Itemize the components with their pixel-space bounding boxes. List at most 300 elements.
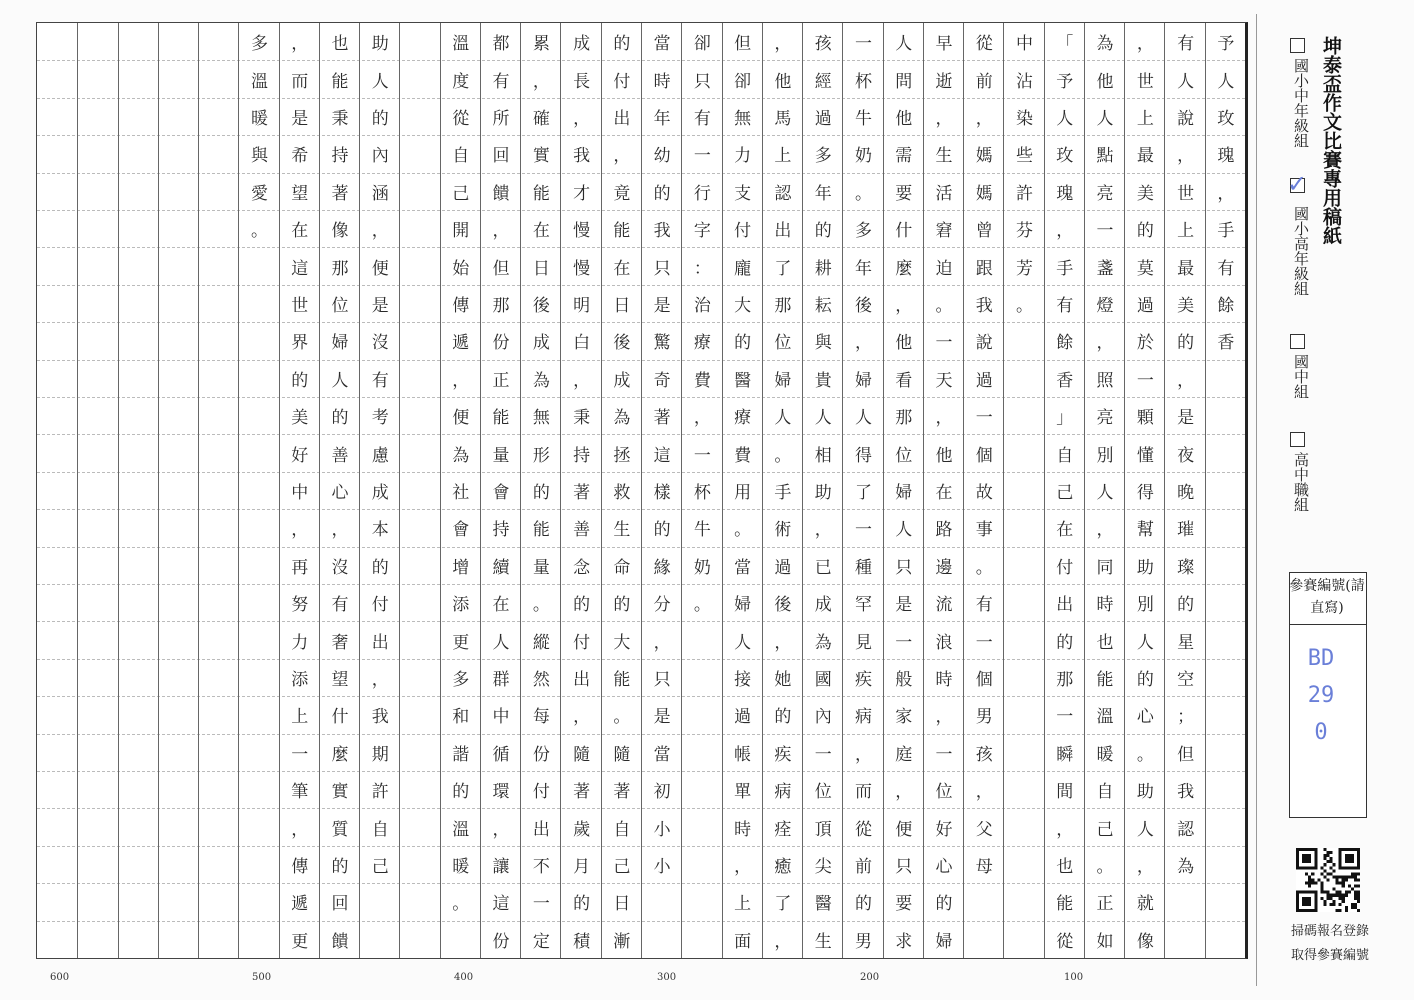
manuscript-char: 國: [814, 669, 832, 690]
manuscript-char: 的: [613, 595, 631, 616]
manuscript-char: 社: [452, 482, 470, 503]
manuscript-char: 。: [975, 557, 993, 578]
manuscript-char: 這: [492, 894, 510, 915]
manuscript-char: 。: [250, 221, 268, 242]
manuscript-char: 度: [452, 71, 470, 92]
manuscript-char: 的: [1136, 221, 1154, 242]
manuscript-char: 成: [613, 370, 631, 391]
manuscript-char: 本: [371, 520, 389, 541]
manuscript-char: 事: [975, 520, 993, 541]
manuscript-char: 當: [653, 34, 671, 55]
manuscript-char: 回: [331, 894, 349, 915]
manuscript-char: ，: [532, 71, 550, 92]
manuscript-char: 年: [653, 108, 671, 129]
manuscript-char: 問: [895, 71, 913, 92]
manuscript-char: 分: [653, 595, 671, 616]
manuscript-char: 每: [532, 707, 550, 728]
manuscript-char: ，: [492, 819, 510, 840]
manuscript-char: 己: [371, 856, 389, 877]
manuscript-char: ，: [1217, 183, 1235, 204]
manuscript-char: 什: [331, 707, 349, 728]
manuscript-char: 縱: [532, 632, 550, 653]
manuscript-char: 故: [975, 482, 993, 503]
manuscript-char: 在: [935, 482, 953, 503]
manuscript-char: 顆: [1136, 408, 1154, 429]
manuscript-char: 的: [331, 856, 349, 877]
manuscript-char: 父: [975, 819, 993, 840]
category-checkbox-senior-high[interactable]: [1290, 432, 1305, 447]
manuscript-char: 他: [895, 108, 913, 129]
manuscript-char: 的: [1177, 595, 1195, 616]
category-label-elementary-middle: 國小中年級組: [1292, 58, 1310, 148]
manuscript-char: 窘: [935, 221, 953, 242]
manuscript-char: 人: [1096, 108, 1114, 129]
manuscript-column: [762, 23, 803, 958]
manuscript-char: 會: [492, 482, 510, 503]
manuscript-char: 庭: [895, 744, 913, 765]
manuscript-char: 添: [291, 669, 309, 690]
manuscript-char: 多: [854, 221, 872, 242]
manuscript-char: 那: [1056, 669, 1074, 690]
manuscript-char: 確: [532, 108, 550, 129]
category-label-senior-high: 高中職組: [1292, 452, 1310, 512]
panel-separator: [1256, 14, 1257, 986]
manuscript-char: 是: [1177, 408, 1195, 429]
manuscript-char: 世: [1136, 71, 1154, 92]
manuscript-char: 相: [814, 445, 832, 466]
manuscript-char: 間: [1056, 782, 1074, 803]
manuscript-char: 的: [854, 894, 872, 915]
manuscript-column: [923, 23, 964, 958]
manuscript-char: 好: [935, 819, 953, 840]
manuscript-char: 沒: [331, 557, 349, 578]
manuscript-char: 心: [935, 856, 953, 877]
manuscript-char: 從: [1056, 931, 1074, 952]
manuscript-char: 家: [895, 707, 913, 728]
manuscript-char: 男: [854, 931, 872, 952]
manuscript-char: 驚: [653, 333, 671, 354]
manuscript-char: 已: [814, 557, 832, 578]
manuscript-char: 群: [492, 669, 510, 690]
manuscript-char: 日: [532, 258, 550, 279]
manuscript-char: 照: [1096, 370, 1114, 391]
manuscript-char: 出: [774, 221, 792, 242]
manuscript-char: 餘: [1217, 295, 1235, 316]
manuscript-char: 但: [492, 258, 510, 279]
manuscript-char: 如: [1096, 931, 1114, 952]
manuscript-char: 的: [452, 782, 470, 803]
manuscript-char: 是: [653, 295, 671, 316]
manuscript-char: 路: [935, 520, 953, 541]
manuscript-char: 一: [975, 632, 993, 653]
manuscript-char: ，: [613, 146, 631, 167]
manuscript-char: 大: [613, 632, 631, 653]
manuscript-char: 生: [613, 520, 631, 541]
category-checkbox-elementary-middle[interactable]: [1290, 38, 1305, 53]
manuscript-char: 念: [573, 557, 591, 578]
manuscript-column: [681, 23, 722, 958]
manuscript-char: 。: [452, 894, 470, 915]
manuscript-char: 說: [1177, 108, 1195, 129]
manuscript-char: 為: [452, 445, 470, 466]
manuscript-column: [480, 23, 521, 958]
manuscript-char: ，: [693, 408, 711, 429]
manuscript-char: 亮: [1096, 183, 1114, 204]
manuscript-char: 。: [532, 595, 550, 616]
manuscript-char: 能: [1096, 669, 1114, 690]
manuscript-char: ，: [854, 333, 872, 354]
manuscript-char: 人: [492, 632, 510, 653]
manuscript-char: 的: [935, 894, 953, 915]
manuscript-char: 定: [532, 931, 550, 952]
manuscript-char: 世: [291, 295, 309, 316]
manuscript-char: 個: [975, 445, 993, 466]
manuscript-char: 望: [291, 183, 309, 204]
manuscript-char: 能: [532, 183, 550, 204]
manuscript-column: [883, 23, 924, 958]
manuscript-char: 添: [452, 595, 470, 616]
manuscript-char: 暖: [452, 856, 470, 877]
manuscript-column: [399, 23, 440, 958]
manuscript-char: 質: [331, 819, 349, 840]
manuscript-char: 有: [331, 595, 349, 616]
manuscript-char: ，: [935, 408, 953, 429]
manuscript-char: 幫: [1136, 520, 1154, 541]
manuscript-char: 累: [532, 34, 550, 55]
manuscript-char: 人: [1096, 482, 1114, 503]
manuscript-char: 為: [532, 370, 550, 391]
manuscript-char: 這: [653, 445, 671, 466]
manuscript-char: 付: [371, 595, 389, 616]
manuscript-char: 能: [613, 221, 631, 242]
manuscript-char: 善: [573, 520, 591, 541]
manuscript-char: 的: [532, 482, 550, 503]
manuscript-char: 慢: [573, 258, 591, 279]
form-title: 坤泰盃作文比賽專用稿紙: [1320, 36, 1342, 245]
scale-label-400: 400: [454, 972, 474, 983]
manuscript-char: 麼: [331, 744, 349, 765]
manuscript-char: 耘: [814, 295, 832, 316]
manuscript-char: 需: [895, 146, 913, 167]
manuscript-char: ，: [573, 707, 591, 728]
manuscript-char: 己: [1096, 819, 1114, 840]
manuscript-char: 莫: [1136, 258, 1154, 279]
manuscript-char: 希: [291, 146, 309, 167]
manuscript-char: 別: [1096, 445, 1114, 466]
manuscript-char: 上: [734, 894, 752, 915]
manuscript-char: 後: [774, 595, 792, 616]
manuscript-char: 位: [774, 333, 792, 354]
manuscript-char: 無: [532, 408, 550, 429]
manuscript-grid: [36, 22, 1248, 959]
manuscript-char: 在: [613, 258, 631, 279]
manuscript-char: 付: [532, 782, 550, 803]
manuscript-char: 支: [734, 183, 752, 204]
manuscript-char: 行: [693, 183, 711, 204]
manuscript-char: 予: [1217, 34, 1235, 55]
manuscript-char: 這: [291, 258, 309, 279]
manuscript-char: 杯: [854, 71, 872, 92]
manuscript-char: 努: [291, 595, 309, 616]
manuscript-char: 罕: [854, 595, 872, 616]
manuscript-char: 持: [331, 146, 349, 167]
manuscript-char: 人: [1056, 108, 1074, 129]
manuscript-column: [238, 23, 279, 958]
checkmark-icon: ✓: [1287, 170, 1308, 198]
manuscript-char: 中: [291, 482, 309, 503]
register-text-line-2: 取得參賽編號: [1290, 948, 1369, 963]
manuscript-char: 盞: [1096, 258, 1114, 279]
manuscript-char: 的: [1177, 333, 1195, 354]
manuscript-char: 己: [1056, 482, 1074, 503]
manuscript-char: 有: [1056, 295, 1074, 316]
manuscript-char: 幼: [653, 146, 671, 167]
manuscript-column: [37, 23, 77, 958]
manuscript-char: 早: [935, 34, 953, 55]
manuscript-char: ，: [734, 856, 752, 877]
manuscript-char: 一: [693, 146, 711, 167]
manuscript-char: 出: [532, 819, 550, 840]
manuscript-char: 成: [532, 333, 550, 354]
manuscript-char: 的: [291, 370, 309, 391]
manuscript-char: 而: [291, 71, 309, 92]
manuscript-char: 才: [573, 183, 591, 204]
manuscript-char: 自: [1056, 445, 1074, 466]
manuscript-char: ，: [774, 931, 792, 952]
manuscript-char: 與: [814, 333, 832, 354]
manuscript-char: ，: [371, 221, 389, 242]
manuscript-char: 。: [613, 707, 631, 728]
manuscript-char: 一: [693, 445, 711, 466]
manuscript-char: 求: [895, 931, 913, 952]
manuscript-char: 美: [291, 408, 309, 429]
manuscript-char: ：: [693, 258, 711, 279]
manuscript-char: 空: [1177, 669, 1195, 690]
manuscript-char: 是: [653, 707, 671, 728]
manuscript-char: 持: [573, 445, 591, 466]
manuscript-char: 耕: [814, 258, 832, 279]
manuscript-char: 多: [814, 146, 832, 167]
manuscript-column: [722, 23, 763, 958]
manuscript-char: 許: [371, 782, 389, 803]
manuscript-char: 單: [734, 782, 752, 803]
manuscript-char: 璀: [1177, 520, 1195, 541]
manuscript-char: 也: [331, 34, 349, 55]
manuscript-char: 多: [452, 669, 470, 690]
manuscript-char: 費: [693, 370, 711, 391]
manuscript-char: 為: [814, 632, 832, 653]
manuscript-column: [77, 23, 118, 958]
manuscript-char: 有: [492, 71, 510, 92]
manuscript-char: 秉: [573, 408, 591, 429]
manuscript-char: 的: [613, 34, 631, 55]
manuscript-char: 遞: [452, 333, 470, 354]
manuscript-column: [560, 23, 601, 958]
manuscript-char: 那: [331, 258, 349, 279]
manuscript-char: 他: [895, 333, 913, 354]
manuscript-char: 饋: [331, 931, 349, 952]
manuscript-char: 的: [371, 108, 389, 129]
manuscript-char: 一: [854, 520, 872, 541]
manuscript-char: 只: [895, 557, 913, 578]
manuscript-char: 。: [1136, 744, 1154, 765]
manuscript-char: 美: [1136, 183, 1154, 204]
manuscript-char: 遞: [291, 894, 309, 915]
manuscript-char: 暖: [1096, 744, 1114, 765]
manuscript-char: 能: [492, 408, 510, 429]
manuscript-column: [279, 23, 320, 958]
manuscript-char: 的: [653, 520, 671, 541]
manuscript-char: 醫: [814, 894, 832, 915]
manuscript-char: 與: [250, 146, 268, 167]
manuscript-char: 明: [573, 295, 591, 316]
manuscript-char: 積: [573, 931, 591, 952]
category-checkbox-junior-high[interactable]: [1290, 334, 1305, 349]
manuscript-char: 人: [774, 408, 792, 429]
manuscript-char: 在: [291, 221, 309, 242]
manuscript-char: 上: [1177, 221, 1195, 242]
manuscript-char: 讓: [492, 856, 510, 877]
manuscript-char: 份: [492, 931, 510, 952]
manuscript-char: 認: [1177, 819, 1195, 840]
manuscript-char: 日: [613, 295, 631, 316]
manuscript-char: 諧: [452, 744, 470, 765]
manuscript-char: 小: [653, 819, 671, 840]
manuscript-char: 著: [653, 408, 671, 429]
manuscript-column: [641, 23, 682, 958]
manuscript-column: [359, 23, 400, 958]
manuscript-char: 的: [653, 183, 671, 204]
manuscript-char: 人: [814, 408, 832, 429]
manuscript-char: 說: [975, 333, 993, 354]
manuscript-char: 瑰: [1056, 183, 1074, 204]
manuscript-char: 龐: [734, 258, 752, 279]
category-label-elementary-upper: 國小高年級組: [1292, 206, 1310, 296]
manuscript-char: ，: [653, 632, 671, 653]
manuscript-char: 芬: [1016, 221, 1034, 242]
manuscript-char: 自: [371, 819, 389, 840]
manuscript-char: 漸: [613, 931, 631, 952]
manuscript-char: 浪: [935, 632, 953, 653]
manuscript-char: 為: [613, 408, 631, 429]
manuscript-char: 己: [452, 183, 470, 204]
manuscript-char: 人: [371, 71, 389, 92]
manuscript-char: 的: [1056, 632, 1074, 653]
manuscript-char: 般: [895, 669, 913, 690]
manuscript-char: 的: [774, 707, 792, 728]
manuscript-char: 母: [975, 856, 993, 877]
manuscript-char: ，: [975, 782, 993, 803]
manuscript-char: 增: [452, 557, 470, 578]
scale-label-500: 500: [252, 972, 272, 983]
manuscript-char: 是: [291, 108, 309, 129]
manuscript-char: 更: [291, 931, 309, 952]
manuscript-char: 命: [613, 557, 631, 578]
manuscript-char: ，: [1056, 819, 1074, 840]
entry-divider: [1289, 624, 1367, 625]
manuscript-char: 玫: [1056, 146, 1074, 167]
manuscript-char: 能: [613, 669, 631, 690]
manuscript-char: 著: [331, 183, 349, 204]
manuscript-char: 時: [653, 71, 671, 92]
manuscript-char: 燈: [1096, 295, 1114, 316]
manuscript-char: 點: [1096, 146, 1114, 167]
manuscript-char: 心: [331, 482, 349, 503]
manuscript-char: 香: [1217, 333, 1235, 354]
manuscript-char: 尖: [814, 856, 832, 877]
manuscript-char: ，: [331, 520, 349, 541]
manuscript-char: 持: [492, 520, 510, 541]
manuscript-char: 拯: [613, 445, 631, 466]
manuscript-char: 亮: [1096, 408, 1114, 429]
manuscript-char: 有: [975, 595, 993, 616]
manuscript-char: 經: [814, 71, 832, 92]
manuscript-char: 迫: [935, 258, 953, 279]
manuscript-char: 筆: [291, 782, 309, 803]
manuscript-char: 我: [653, 221, 671, 242]
manuscript-char: 而: [854, 782, 872, 803]
manuscript-char: 有: [1217, 258, 1235, 279]
manuscript-char: 付: [573, 632, 591, 653]
manuscript-char: 出: [573, 669, 591, 690]
manuscript-char: 中: [492, 707, 510, 728]
manuscript-char: 時: [734, 819, 752, 840]
manuscript-char: 時: [1096, 595, 1114, 616]
manuscript-char: 無: [734, 108, 752, 129]
manuscript-char: 實: [331, 782, 349, 803]
manuscript-char: 是: [371, 295, 389, 316]
manuscript-char: 期: [371, 744, 389, 765]
manuscript-char: 隨: [613, 744, 631, 765]
manuscript-char: 月: [573, 856, 591, 877]
manuscript-char: 自: [452, 146, 470, 167]
manuscript-char: 那: [774, 295, 792, 316]
manuscript-char: 見: [854, 632, 872, 653]
manuscript-char: 一: [1056, 707, 1074, 728]
manuscript-char: 婦: [895, 482, 913, 503]
manuscript-char: 最: [1177, 258, 1195, 279]
manuscript-char: 」: [1056, 408, 1074, 429]
manuscript-char: 溫: [1096, 707, 1114, 728]
manuscript-char: 初: [653, 782, 671, 803]
manuscript-char: 他: [774, 71, 792, 92]
manuscript-char: 成: [814, 595, 832, 616]
manuscript-char: 看: [895, 370, 913, 391]
manuscript-char: 奶: [854, 146, 872, 167]
manuscript-char: 小: [653, 856, 671, 877]
manuscript-char: 逝: [935, 71, 953, 92]
manuscript-char: 沾: [1016, 71, 1034, 92]
manuscript-char: 牛: [854, 108, 872, 129]
manuscript-char: 奢: [331, 632, 349, 653]
manuscript-char: 只: [693, 71, 711, 92]
manuscript-char: ，: [573, 370, 591, 391]
manuscript-char: 一: [975, 408, 993, 429]
manuscript-char: 後: [613, 333, 631, 354]
manuscript-char: 貴: [814, 370, 832, 391]
manuscript-char: 人: [1217, 71, 1235, 92]
qr-code-icon[interactable]: [1296, 848, 1360, 912]
manuscript-char: ，: [774, 632, 792, 653]
manuscript-char: 然: [532, 669, 550, 690]
manuscript-char: 他: [1096, 71, 1114, 92]
manuscript-char: ，: [935, 108, 953, 129]
manuscript-char: ，: [814, 520, 832, 541]
manuscript-char: 著: [573, 482, 591, 503]
manuscript-char: 份: [532, 744, 550, 765]
manuscript-char: 歲: [573, 819, 591, 840]
manuscript-char: 婦: [774, 370, 792, 391]
